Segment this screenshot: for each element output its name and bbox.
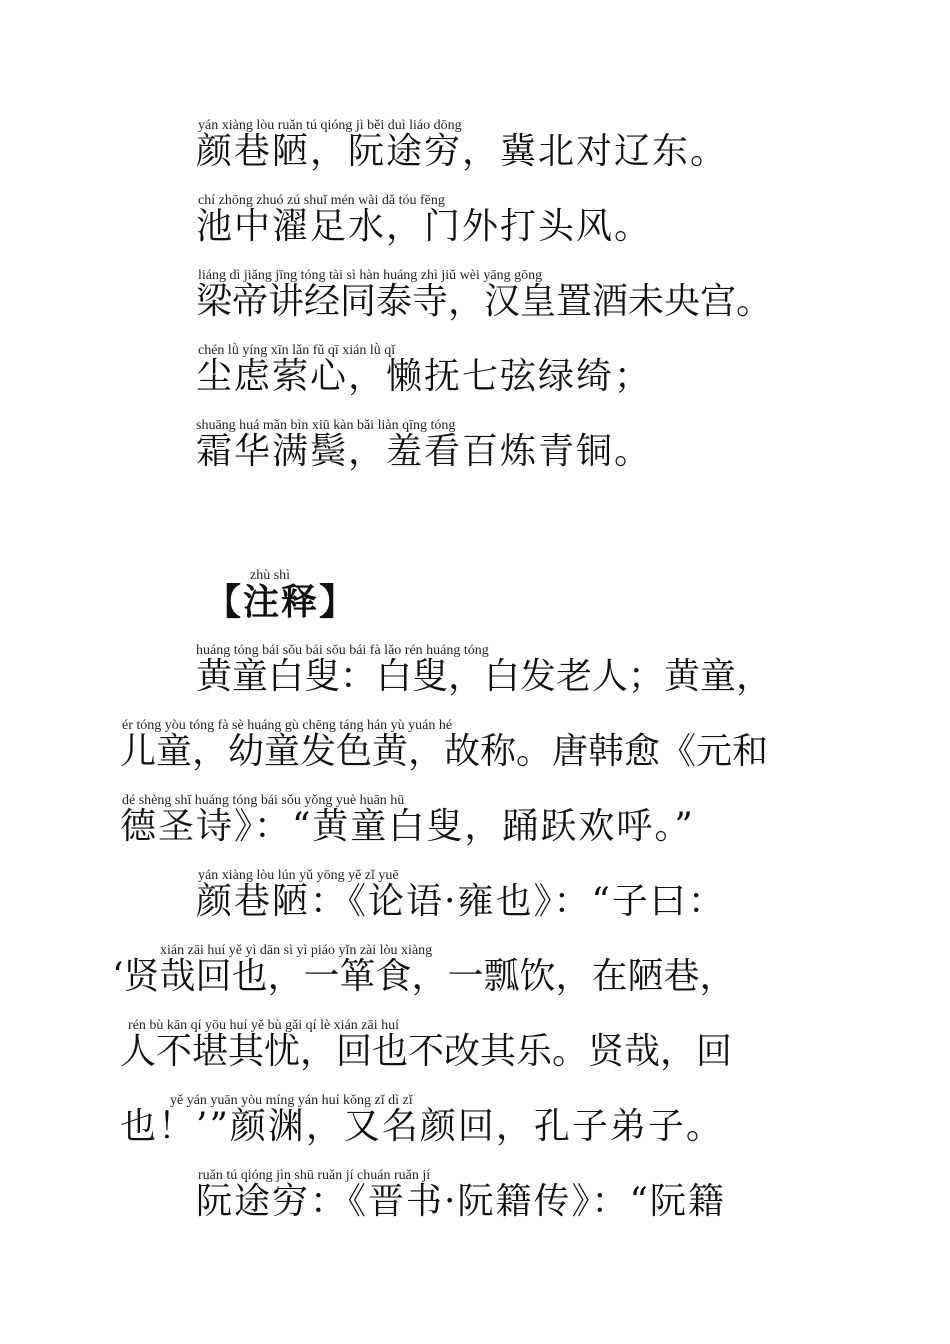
note-text: 阮途穷：《晋书·阮籍传》：“阮籍	[196, 1181, 726, 1222]
poem-text: 尘虑萦心，懒抚七弦绿绮；	[196, 356, 653, 397]
poem-text: 池中濯足水，门外打头风。	[196, 206, 653, 247]
poem-text: 梁帝讲经同泰寺，汉皇置酒未央宫。	[196, 281, 773, 322]
pinyin-annotation: chí zhōng zhuó zú shuǐ mén wài dǎ tóu fēng	[198, 193, 445, 208]
poem-text: 颜巷陋，阮途穷，冀北对辽东。	[196, 131, 729, 172]
poem-line-4	[0, 343, 950, 418]
pinyin-annotation: yán xiàng lòu lún yǔ yōng yě zǐ yuē	[198, 868, 399, 883]
note-line-2	[0, 718, 950, 793]
note-line-1	[0, 643, 950, 718]
note-line-7	[0, 1093, 950, 1168]
notes-heading	[0, 568, 950, 643]
pinyin-annotation: xián zāi huí yě yì dān sì yì piáo yǐn zài lòu xiàng	[160, 943, 433, 958]
note-text: ‘贤哉回也，一箪食，一瓢饮，在陋巷，	[112, 956, 736, 997]
note-line-5	[0, 943, 950, 1018]
pinyin-annotation: zhù shì	[250, 568, 291, 583]
note-line-3	[0, 793, 950, 868]
pinyin-annotation: ruǎn tú qióng jìn shū ruǎn jí chuán ruǎn jí	[198, 1168, 431, 1183]
note-text: 儿童，幼童发色黄，故称。唐韩愈《元和	[120, 731, 769, 772]
pinyin-annotation: yán xiàng lòu ruǎn tú qióng jì běi duì liáo dōng	[198, 118, 462, 133]
poem-line-1	[0, 118, 950, 193]
note-text: 颜巷陋：《论语·雍也》：“子曰：	[196, 881, 726, 922]
pinyin-annotation: dé shèng shī huáng tóng bái sǒu yǒng yuè huān hū	[122, 793, 405, 808]
note-line-6	[0, 1018, 950, 1093]
note-text: 德圣诗》：“黄童白叟，踊跃欢呼。”	[120, 806, 695, 847]
poem-line-2	[0, 193, 950, 268]
pinyin-annotation: liáng dì jiǎng jīng tóng tài sì hàn huáng zhì jiǔ wèi yāng gōng	[198, 268, 543, 283]
pinyin-annotation: chén lǜ yíng xīn lǎn fǔ qī xián lǜ qǐ	[198, 343, 396, 358]
note-text: 黄童白叟：白叟，白发老人；黄童，	[196, 656, 773, 697]
pinyin-annotation: rén bù kān qí yōu huí yě bù gǎi qí lè xián zāi huí	[128, 1018, 399, 1033]
notes-heading-text: 【注释】	[205, 581, 358, 623]
pinyin-annotation: huáng tóng bái sǒu bái sǒu bái fà lǎo rén huáng tóng	[196, 643, 489, 658]
poem-line-3	[0, 268, 950, 343]
note-text: 也！’”颜渊，又名颜回，孔子弟子。	[120, 1106, 724, 1147]
pinyin-annotation: shuāng huá mǎn bìn xiū kàn bǎi liàn qīng tóng	[196, 418, 456, 433]
poem-line-5	[0, 418, 950, 493]
pinyin-annotation: ér tóng yòu tóng fà sè huáng gù chēng táng hán yù yuán hé	[122, 718, 453, 733]
note-text: 人不堪其忧，回也不改其乐。贤哉，回	[120, 1031, 733, 1072]
note-line-4	[0, 868, 950, 943]
note-line-8	[0, 1168, 950, 1243]
pinyin-annotation: yě yán yuān yòu míng yán huí kǒng zǐ dì zǐ	[170, 1093, 413, 1108]
poem-text: 霜华满鬓，羞看百炼青铜。	[196, 431, 653, 472]
